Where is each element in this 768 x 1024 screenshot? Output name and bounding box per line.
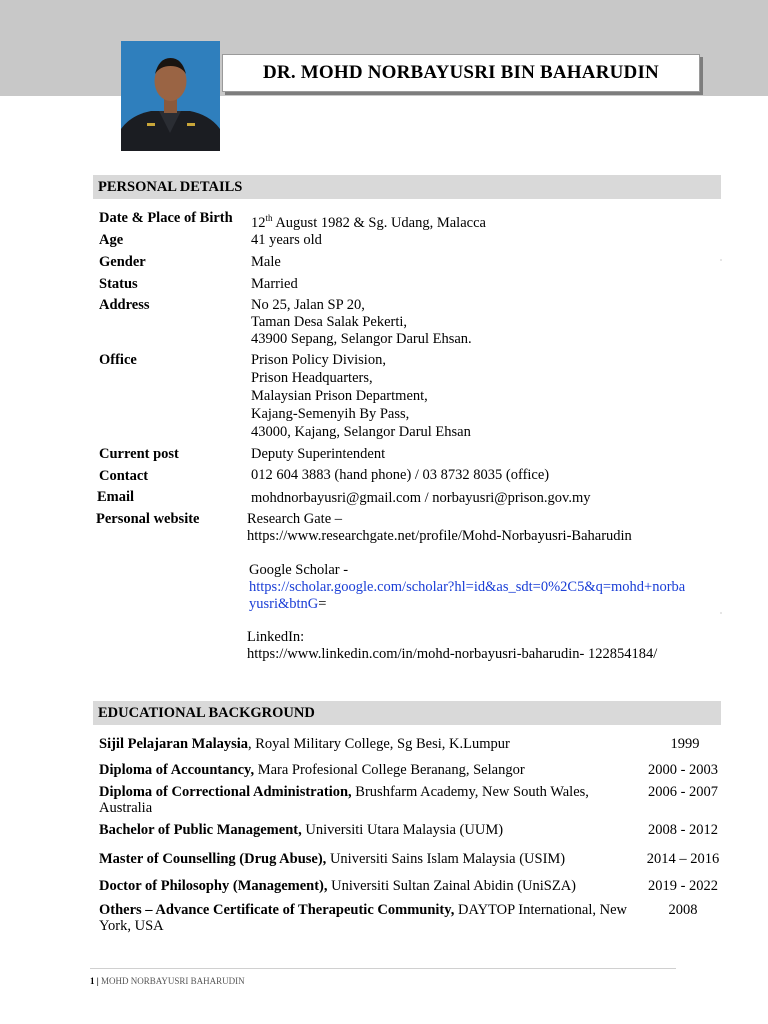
post-label: Current post [99, 446, 179, 462]
office-line-4: Kajang-Semenyih By Pass, [251, 406, 410, 422]
status-value: Married [251, 276, 298, 292]
footer-divider [90, 968, 676, 969]
address-line-3: 43900 Sepang, Selangor Darul Ehsan. [251, 331, 472, 347]
portrait-image [121, 41, 220, 151]
stray-mark [720, 259, 722, 261]
stray-mark [720, 612, 722, 614]
edu-item-6: Doctor of Philosophy (Management), Universiti Sultan Zainal Abidin (UniSZA) [99, 878, 576, 894]
dob-label: Date & Place of Birth [99, 210, 233, 226]
edu-year-2: 2000 - 2003 [647, 762, 719, 778]
post-value: Deputy Superintendent [251, 446, 386, 462]
email-value[interactable]: mohdnorbayusri@gmail.com / norbayusri@prison.gov.my [251, 490, 591, 506]
name-heading [222, 54, 700, 92]
age-label: Age [99, 232, 124, 248]
footer-name: MOHD NORBAYUSRI BAHARUDIN [100, 976, 245, 986]
full-name: DR. MOHD NORBAYUSRI BIN BAHARUDIN [263, 62, 659, 83]
personal-details-header [93, 175, 721, 199]
education-header [93, 701, 721, 725]
linkedin-link[interactable]: https://www.linkedin.com/in/mohd-norbayusri-baharudin- 122854184/ [247, 646, 658, 662]
address-line-1: No 25, Jalan SP 20, [251, 297, 365, 313]
gender-label: Gender [99, 254, 146, 270]
office-line-1: Prison Policy Division, [251, 352, 386, 368]
profile-photo [121, 41, 220, 151]
scholar-link-line-2[interactable]: yusri&btnG= [249, 596, 327, 612]
website-label: Personal website [96, 511, 200, 527]
section-title-education: EDUCATIONAL BACKGROUND [98, 705, 315, 721]
email-label: Email [97, 489, 135, 505]
office-line-5: 43000, Kajang, Selangor Darul Ehsan [251, 424, 471, 440]
researchgate-link[interactable]: https://www.researchgate.net/profile/Mohd-Norbayusri-Baharudin [247, 528, 632, 544]
edu-year-3: 2006 - 2007 [647, 784, 719, 800]
office-line-2: Prison Headquarters, [251, 370, 373, 386]
edu-item-5: Master of Counselling (Drug Abuse), Universiti Sains Islam Malaysia (USIM) [99, 851, 566, 867]
linkedin-title: LinkedIn: [247, 629, 305, 645]
researchgate-title: Research Gate – [247, 511, 343, 527]
edu-year-6: 2019 - 2022 [647, 878, 719, 894]
scholar-title: Google Scholar - [249, 562, 349, 578]
edu-year-7: 2008 [668, 902, 698, 918]
office-line-3: Malaysian Prison Department, [251, 388, 428, 404]
office-label: Office [99, 352, 137, 368]
edu-item-7: Others – Advance Certificate of Therapeutic Community, DAYTOP International, New York, USA [99, 902, 627, 934]
status-label: Status [99, 276, 138, 292]
page-number: 1 [90, 976, 95, 986]
section-title-personal: PERSONAL DETAILS [98, 179, 243, 195]
edu-year-5: 2014 – 2016 [646, 851, 720, 867]
page-footer: 1 | MOHD NORBAYUSRI BAHARUDIN [90, 976, 245, 986]
age-value: 41 years old [251, 232, 322, 248]
address-line-2: Taman Desa Salak Pekerti, [251, 314, 408, 330]
address-label: Address [99, 297, 150, 313]
edu-year-4: 2008 - 2012 [647, 822, 719, 838]
contact-value: 012 604 3883 (hand phone) / 03 8732 8035 (office) [251, 467, 550, 483]
edu-year-1: 1999 [670, 736, 700, 752]
gender-value: Male [251, 254, 281, 270]
edu-item-3: Diploma of Correctional Administration, Brushfarm Academy, New South Wales, Australia [99, 784, 589, 816]
contact-label: Contact [99, 468, 149, 484]
scholar-link-line-1[interactable]: https://scholar.google.com/scholar?hl=id&as_sdt=0%2C5&q=mohd+norba [249, 579, 686, 595]
edu-item-4: Bachelor of Public Management, Universiti Utara Malaysia (UUM) [99, 822, 504, 838]
edu-item-1: Sijil Pelajaran Malaysia, Royal Military College, Sg Besi, K.Lumpur [99, 736, 510, 752]
edu-item-2: Diploma of Accountancy, Mara Profesional College Beranang, Selangor [99, 762, 525, 778]
dob-value: 12th August 1982 & Sg. Udang, Malacca [251, 213, 486, 231]
